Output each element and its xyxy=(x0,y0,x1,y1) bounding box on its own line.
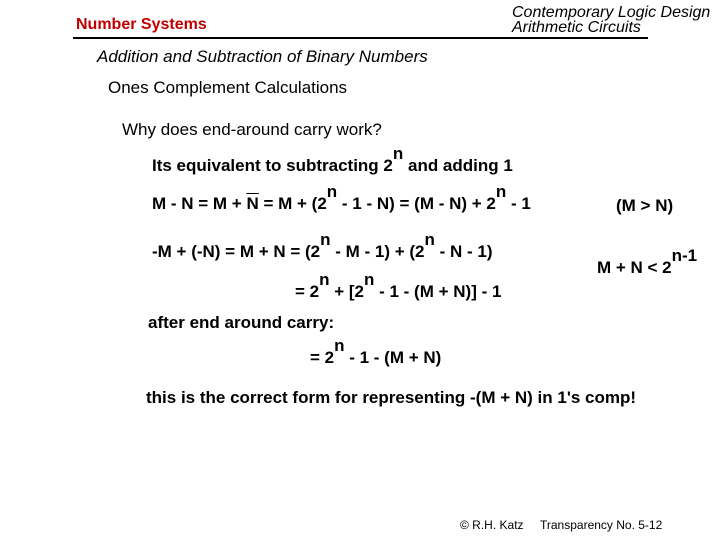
equation-text: M - N = M + xyxy=(152,194,247,213)
condition-sum-bound xyxy=(597,246,698,278)
chapter-title: Arithmetic Circuits xyxy=(512,19,641,36)
slide-heading: Addition and Subtraction of Binary Numbers xyxy=(97,47,428,66)
exponent: n xyxy=(320,230,331,249)
equation-text: = 2 xyxy=(295,282,320,301)
equation-text: - 1 - (M + N)] - 1 xyxy=(374,282,502,301)
equation-text: - N - 1) xyxy=(434,242,493,261)
n-complement: $\overline{N}$ xyxy=(246,194,259,213)
exponent: n xyxy=(424,230,435,249)
footer xyxy=(460,518,662,532)
exponent: n xyxy=(319,270,330,289)
equation-line-4 xyxy=(295,270,502,302)
equation-text: - 1 xyxy=(506,194,531,213)
exponent: n xyxy=(495,182,507,201)
footer-copyright: © R.H. Katz xyxy=(460,518,524,532)
condition-m-greater-n: (M > N) xyxy=(616,196,674,215)
after-carry-label: after end around carry: xyxy=(148,313,335,332)
condition-text: M + N < 2 xyxy=(597,258,672,277)
equation-text: - 1 - N) = (M - N) + 2 xyxy=(337,194,496,213)
question-text: Why does end-around carry work? xyxy=(122,120,382,139)
equation-text: + [2 xyxy=(329,282,364,301)
equation-text: Its equivalent to subtracting 2 xyxy=(152,156,393,175)
equation-line-2 xyxy=(152,182,531,214)
equation-text: and adding 1 xyxy=(403,156,513,175)
equation-line-3 xyxy=(152,230,493,262)
exponent: n xyxy=(334,336,345,355)
equation-text: = 2 xyxy=(310,348,335,367)
equation-line-5 xyxy=(310,336,442,368)
section-title: Number Systems xyxy=(76,16,207,33)
slide-subheading: Ones Complement Calculations xyxy=(108,78,348,97)
exponent: n-1 xyxy=(671,246,698,265)
course-title: Contemporary Logic Design xyxy=(512,4,711,21)
equation-text: - 1 - (M + N) xyxy=(344,348,442,367)
exponent: n xyxy=(364,270,375,289)
conclusion-text: this is the correct form for representing -(M + N) in 1's comp! xyxy=(146,388,637,407)
footer-transparency: Transparency No. 5-12 xyxy=(540,518,663,532)
equation-text: = M + (2 xyxy=(258,194,327,213)
exponent: n xyxy=(326,182,338,201)
equation-line-1 xyxy=(152,144,513,176)
exponent: n xyxy=(392,144,404,163)
equation-text: -M + (-N) = M + N = (2 xyxy=(152,242,321,261)
equation-text: - M - 1) + (2 xyxy=(330,242,425,261)
header-divider xyxy=(73,37,648,39)
